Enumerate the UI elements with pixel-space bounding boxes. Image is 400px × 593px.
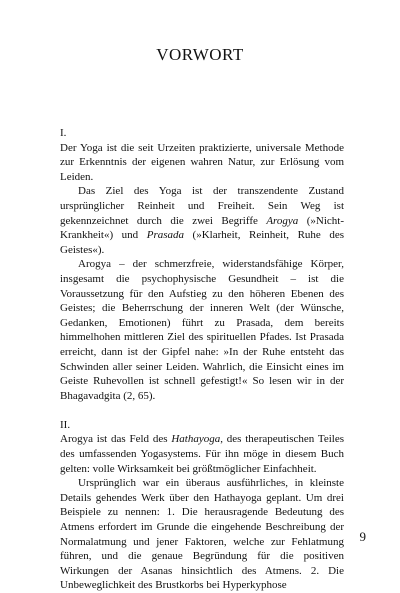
paragraph: Ursprünglich war ein überaus ausführliches, in kleinste Details gehendes Werk über den Hathayoga geplant. Um drei Beispiele zu nennen: 1. Die herausragende Bedeutung des Atmens erfordert im Grunde die eingehende Beschreibung der Normalatmung und jener Faktoren, welche zur Fehlatmung führen, und die genaue Begründung für die positiven Wirkungen der Asanas hinsichtlich des Atmens. 2. Die Unbeweglichkeit des Brustkorbs bei Hyperkyphose <box>60 477 344 592</box>
page-title: VORWORT <box>156 45 244 64</box>
paragraph-text: (»Nicht-Krankheit«) und <box>60 214 345 242</box>
section-heading-2: II. <box>60 418 71 431</box>
section-spacer <box>60 403 344 418</box>
section-heading-1: I. <box>60 127 67 139</box>
paragraph-text: Das Ziel des Yoga ist der transzendente Zustand ursprünglicher Reinheit und Freiheit. Sein Weg ist gekennzeichnet durch die zwei Begriffe <box>60 185 344 227</box>
term-arogya: Arogya <box>266 214 299 227</box>
term-hathayoga: Hathayoga <box>171 433 221 446</box>
paragraph <box>60 432 344 476</box>
paragraph-text: , des therapeutischen Teiles des umfassenden Yogasystems. Für ihn möge in diesem Buch gelten: volle Wirksamkeit bei größtmöglicher Einfachheit. <box>60 433 344 475</box>
term-prasada: Prasada <box>146 229 184 242</box>
paragraph-text: Arogya ist das Feld des <box>60 433 172 446</box>
paragraph <box>60 184 344 257</box>
paragraph-text: (»Klarheit, Reinheit, Ruhe des Geistes«). <box>60 229 344 256</box>
paragraph: Der Yoga ist die seit Urzeiten praktizierte, universale Methode zur Erkenntnis der eigenen wahren Natur, zur Erlösung vom Leiden. <box>60 141 344 183</box>
body-text <box>60 126 344 593</box>
page-number: 9 <box>359 529 366 544</box>
paragraph: Arogya – der schmerzfreie, widerstandsfähige Körper, insgesamt die psychophysische Gesundheit – ist die Voraussetzung für den Aufstieg zu den höheren Ebenen des Geistes; die Beherrschung der inneren Welt (der Wünsche, Gedanken, Emotionen) führt zu Prasada, dem bereits himmelhohen mittleren Ziel des spirituellen Pfades. Ist Prasada erreicht, dann ist der Gipfel nahe: »In der Ruhe entsteht das Schwinden aller seiner Leiden. Wahrlich, die Einsicht eines im Geiste Ruhevollen ist schnell gefestigt!« So lesen wir in der Bhagavadgita (2, 65). <box>60 258 344 402</box>
